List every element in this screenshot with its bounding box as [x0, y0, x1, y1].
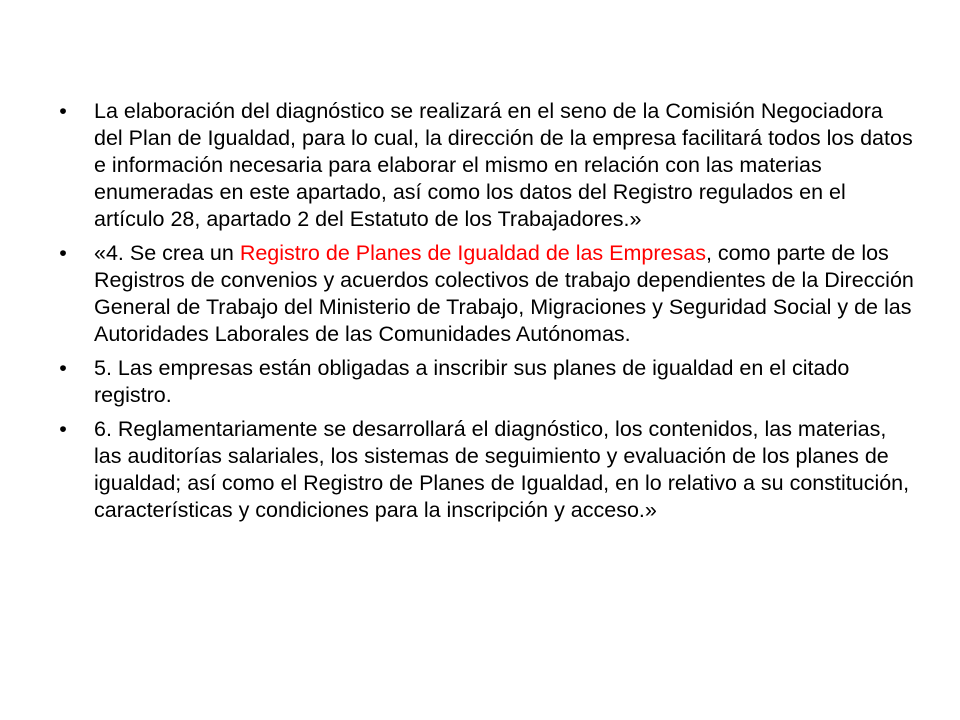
- bullet-item: [56, 355, 916, 409]
- bullet-icon: •: [59, 241, 67, 265]
- bullet-icon: •: [59, 99, 67, 123]
- bullet-item: [56, 416, 916, 524]
- bullet-text-after: , como parte de los Registros de convenios y acuerdos colectivos de trabajo dependientes de la Dirección General de Trabajo del Ministerio de Trabajo, Migraciones y Seguridad Social y de las Autoridades Laborales de las Comunidades Autónomas.: [94, 241, 914, 346]
- bullet-item: [56, 240, 916, 348]
- bullet-list: [56, 98, 916, 531]
- bullet-text: La elaboración del diagnóstico se realizará en el seno de la Comisión Negociadora del Plan de Igualdad, para lo cual, la dirección de la empresa facilitará todos los datos e información necesaria para elaborar el mismo en relación con las materias enumeradas en este apartado, así como los datos del Registro regulados en el artículo 28, apartado 2 del Estatuto de los Trabajadores.»: [94, 99, 913, 231]
- bullet-icon: •: [59, 417, 67, 441]
- bullet-text: 6. Reglamentariamente se desarrollará el diagnóstico, los contenidos, las materias, las auditorías salariales, los sistemas de seguimiento y evaluación de los planes de igualdad; así como el Registro de Planes de Igualdad, en lo relativo a su constitución, características y condiciones para la inscripción y acceso.»: [94, 417, 910, 522]
- bullet-text: 5. Las empresas están obligadas a inscribir sus planes de igualdad en el citado registro.: [94, 356, 850, 407]
- bullet-icon: •: [59, 356, 67, 380]
- bullet-item: [56, 98, 916, 233]
- highlighted-registry-name: Registro de Planes de Igualdad de las Empresas: [239, 241, 706, 265]
- bullet-text-before: «4. Se crea un: [94, 241, 240, 265]
